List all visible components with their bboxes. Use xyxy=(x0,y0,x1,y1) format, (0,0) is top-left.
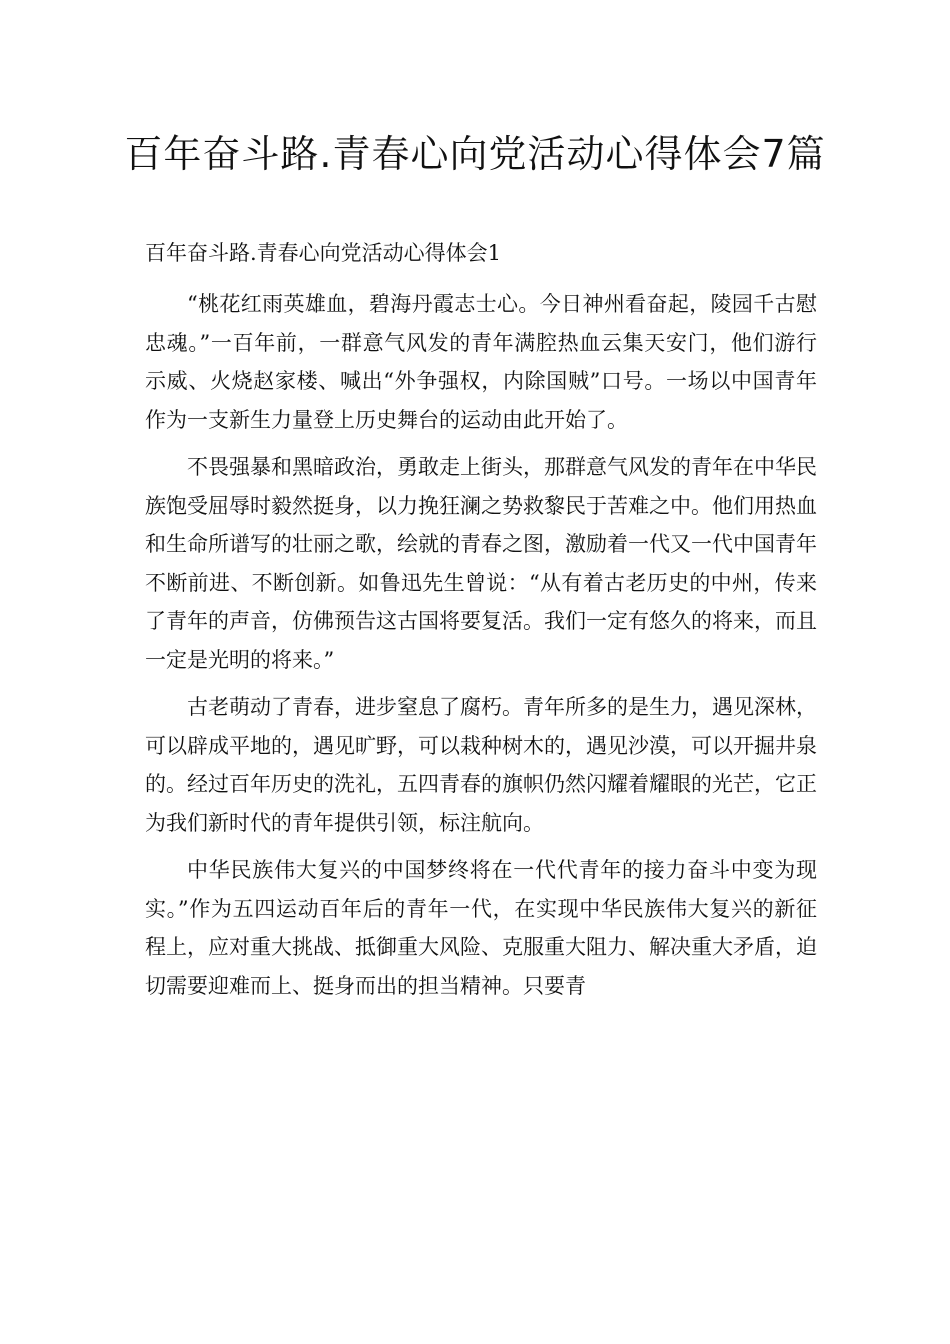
section-heading: 百年奋斗路.青春心向党活动心得体会1 xyxy=(145,241,502,265)
paragraph: 中华民族伟大复兴的中国梦终将在一代代青年的接力奋斗中变为现实。”作为五四运动百年后的青年一代，在实现中华民族伟大复兴的新征程上，应对重大挑战、抵御重大风险、克服重大阻力、解决重大矛盾，迫切需要迎难而上、挺身而出的担当精神。只要青 xyxy=(145,858,817,998)
paragraph: “桃花红雨英雄血，碧海丹霞志士心。今日神州看奋起，陵园千古慰忠魂。”一百年前，一群意气风发的青年满腔热血云集天安门，他们游行示威、火烧赵家楼、喊出“外争强权，内除国贼”口号。一场以中国青年作为一支新生力量登上历史舞台的运动由此开始了。 xyxy=(145,292,817,432)
document-title: 百年奋斗路.青春心向党活动心得体会7篇 xyxy=(124,132,826,176)
paragraph: 古老萌动了青春，进步窒息了腐朽。青年所多的是生力，遇见深林，可以辟成平地的，遇见旷野，可以栽种树木的，遇见沙漠，可以开掘井泉的。经过百年历史的洗礼，五四青春的旗帜仍然闪耀着耀眼的光芒，它正为我们新时代的青年提供引领，标注航向。 xyxy=(145,695,817,835)
paragraph: 不畏强暴和黑暗政治，勇敢走上街头，那群意气风发的青年在中华民族饱受屈辱时毅然挺身，以力挽狂澜之势救黎民于苦难之中。他们用热血和生命所谱写的壮丽之歌，绘就的青春之图，激励着一代又一代中国青年不断前进、不断创新。如鲁迅先生曾说：“从有着古老历史的中州，传来了青年的声音，仿佛预告这古国将要复活。我们一定有悠久的将来，而且一定是光明的将来。” xyxy=(145,455,817,672)
document-body xyxy=(145,285,817,1014)
